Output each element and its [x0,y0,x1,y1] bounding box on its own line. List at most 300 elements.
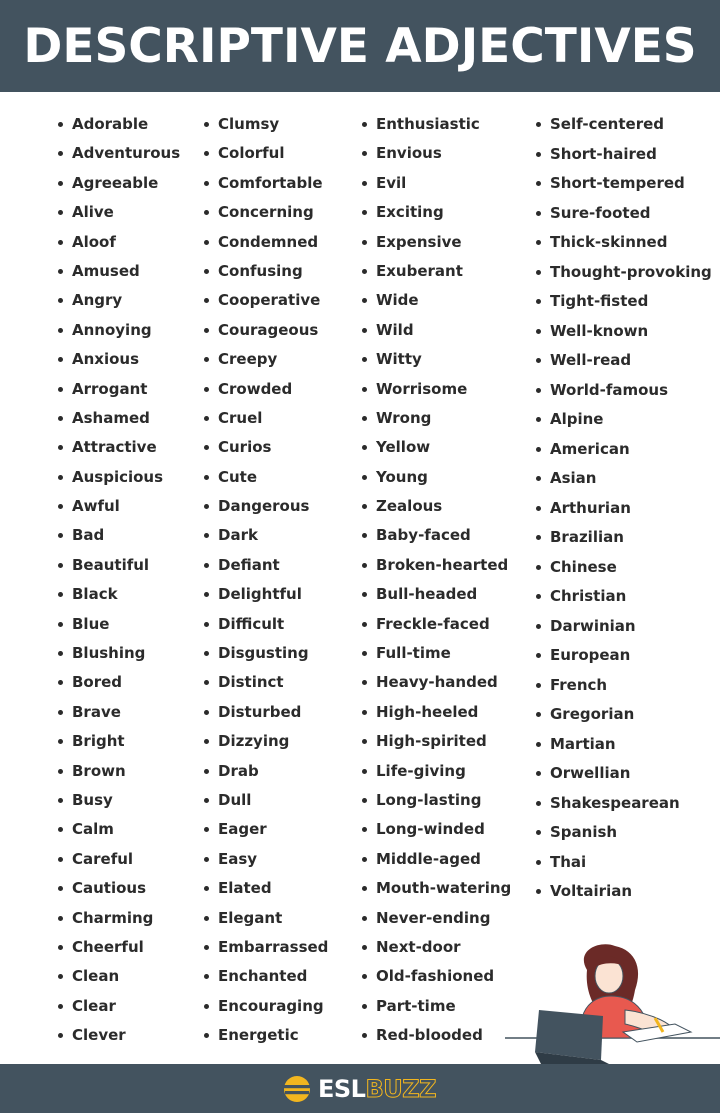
adjective-word: Asian [550,469,597,487]
adjective-item [362,466,511,495]
adjective-item [536,408,712,438]
adjective-item [536,644,712,674]
adjective-word: Expensive [376,232,462,251]
adjective-word: Orwellian [550,764,631,782]
adjective-item [58,289,180,318]
adjective-word: Adorable [72,115,149,133]
bullet-dot-icon [362,622,367,627]
adjective-word: Black [72,585,118,604]
adjective-word: Dangerous [218,497,310,516]
adjective-word: Delightful [218,585,302,604]
adjective-word: Bad [72,526,105,545]
adjective-item [362,201,511,230]
bullet-dot-icon [204,592,209,597]
bullet-dot-icon [58,475,63,480]
adjective-item [362,583,511,612]
adjective-word: Blushing [72,644,146,663]
adjective-word: Brazilian [550,528,624,546]
bullet-dot-icon [536,122,541,127]
adjective-word: Calm [72,820,114,839]
adjective-item [362,348,511,377]
bullet-dot-icon [58,563,63,568]
adjective-item [536,143,712,173]
bullet-dot-icon [58,974,63,979]
adjective-item [204,466,328,495]
adjective-word: Disturbed [218,702,302,721]
adjective-word: Short-haired [550,144,657,163]
bullet-dot-icon [362,563,367,568]
bullet-dot-icon [204,651,209,656]
adjective-column-2 [204,113,328,1054]
bullet-dot-icon [204,916,209,921]
adjective-item [362,671,511,700]
bullet-dot-icon [362,357,367,362]
bullet-dot-icon [58,504,63,509]
adjective-item [536,261,712,291]
adjective-word: Thought-provoking [550,262,712,281]
adjective-item [204,142,328,171]
bullet-dot-icon [58,710,63,715]
bullet-dot-icon [58,181,63,186]
adjective-item [204,848,328,877]
adjective-word: Alive [72,203,114,222]
adjective-word: Long-winded [376,820,485,839]
bullet-dot-icon [362,181,367,186]
bullet-dot-icon [362,680,367,685]
adjective-item [204,113,328,142]
bullet-dot-icon [536,653,541,658]
adjective-item [204,818,328,847]
bullet-dot-icon [204,240,209,245]
bullet-dot-icon [58,651,63,656]
adjective-item [536,379,712,409]
adjective-word: Self-centered [550,115,665,133]
adjective-item [362,289,511,318]
bullet-dot-icon [362,122,367,127]
adjective-item [204,348,328,377]
adjective-column-1 [58,113,180,1054]
bullet-dot-icon [536,152,541,157]
bullet-dot-icon [204,298,209,303]
adjective-item [362,936,511,965]
adjective-word: Heavy-handed [376,673,498,692]
bullet-dot-icon [362,269,367,274]
adjective-item [536,585,712,615]
adjective-item [58,378,180,407]
adjective-word: Thai [550,852,587,871]
bullet-dot-icon [536,476,541,481]
adjective-word: American [550,439,630,458]
adjective-word: Arthurian [550,498,631,517]
adjective-word: Bull-headed [376,585,478,604]
adjective-word: Cooperative [218,291,321,310]
adjective-word: Crowded [218,379,293,398]
adjective-word: Dark [218,526,258,545]
bullet-dot-icon [58,592,63,597]
adjective-word: Anxious [72,350,140,369]
bullet-dot-icon [536,417,541,422]
adjective-item [58,260,180,289]
adjective-word: Red-blooded [376,1026,483,1045]
adjective-item [362,319,511,348]
adjective-word: Blue [72,614,110,633]
bullet-dot-icon [204,475,209,480]
adjective-item [58,907,180,936]
bullet-dot-icon [58,328,63,333]
adjective-item [536,231,712,261]
bullet-dot-icon [536,830,541,835]
bullet-dot-icon [58,387,63,392]
page-title: DESCRIPTIVE ADJECTIVES [23,19,697,74]
adjective-item [362,113,511,142]
bullet-dot-icon [204,328,209,333]
adjective-item [536,290,712,320]
adjective-word: Clean [72,967,120,986]
adjective-word: Arrogant [72,379,148,398]
adjective-item [362,231,511,260]
adjective-word: Aloof [72,232,116,251]
adjective-word: Ashamed [72,408,150,427]
adjective-word: Christian [550,587,627,605]
adjective-item [536,674,712,704]
adjective-item [204,231,328,260]
adjective-item [536,438,712,468]
adjective-item [58,848,180,877]
adjective-item [58,142,180,171]
adjective-word: French [550,675,608,694]
bullet-dot-icon [536,388,541,393]
adjective-item [58,965,180,994]
adjective-word: Part-time [376,996,456,1015]
adjective-word: Well-read [550,351,632,369]
adjective-item [58,407,180,436]
adjective-item [204,583,328,612]
adjective-item [536,467,712,497]
adjective-word: Curios [218,438,272,457]
bullet-dot-icon [204,269,209,274]
bullet-dot-icon [204,1004,209,1009]
adjective-item [362,907,511,936]
adjective-item [536,172,712,202]
adjective-item [362,407,511,436]
bullet-dot-icon [204,504,209,509]
bullet-dot-icon [536,240,541,245]
adjective-word: Amused [72,261,140,280]
adjective-word: Bright [72,732,125,751]
adjective-item [362,495,511,524]
adjective-word: High-spirited [376,732,487,751]
adjective-word: Baby-faced [376,526,471,545]
adjective-word: Broken-hearted [376,555,509,574]
adjective-word: Wide [376,291,419,310]
adjective-word: Drab [218,761,259,780]
bullet-dot-icon [204,945,209,950]
adjective-word: Worrisome [376,379,468,398]
adjective-item [58,466,180,495]
adjective-item [536,821,712,851]
bullet-dot-icon [204,798,209,803]
bullet-dot-icon [536,299,541,304]
adjective-item [362,524,511,553]
adjective-word: Clever [72,1026,126,1045]
adjective-word: Colorful [218,144,285,163]
adjective-item [536,615,712,645]
adjective-item [204,378,328,407]
bullet-dot-icon [536,211,541,216]
adjective-word: Adventurous [72,144,181,163]
bullet-dot-icon [58,1033,63,1038]
bullet-dot-icon [204,151,209,156]
adjective-column-3 [362,113,511,1054]
adjective-word: Concerning [218,203,314,222]
bullet-dot-icon [362,151,367,156]
bullet-dot-icon [58,210,63,215]
bullet-dot-icon [58,151,63,156]
adjective-item [362,877,511,906]
bullet-dot-icon [362,416,367,421]
adjective-item [58,730,180,759]
adjective-word: Exciting [376,203,444,222]
adjective-word: Sure-footed [550,203,651,222]
brand-buzz: BUZZ [365,1075,437,1103]
adjective-word: Angry [72,291,123,310]
adjective-item [362,554,511,583]
brand-name [318,1075,436,1103]
adjective-word: Martian [550,734,616,753]
bullet-dot-icon [58,533,63,538]
adjective-column-4 [536,113,712,910]
bullet-dot-icon [362,710,367,715]
adjective-item [536,556,712,586]
bullet-dot-icon [204,357,209,362]
bullet-dot-icon [58,622,63,627]
bullet-dot-icon [536,712,541,717]
adjective-word: Gregorian [550,705,635,723]
adjective-item [58,436,180,465]
adjective-item [58,231,180,260]
adjective-word: Never-ending [376,908,491,927]
adjective-item [362,436,511,465]
bullet-dot-icon [58,739,63,744]
adjective-word: Beautiful [72,555,150,574]
adjective-word: Comfortable [218,173,323,192]
adjective-word: Short-tempered [550,174,685,192]
adjective-item [362,613,511,642]
adjective-word: Young [376,467,428,486]
adjective-word: Elegant [218,908,283,927]
tablet-shape [535,1010,603,1060]
bullet-dot-icon [204,622,209,627]
bullet-dot-icon [536,742,541,747]
bullet-dot-icon [362,298,367,303]
adjective-item [204,642,328,671]
bullet-dot-icon [362,974,367,979]
bullet-dot-icon [204,533,209,538]
bullet-dot-icon [536,535,541,540]
adjective-word: Distinct [218,673,284,692]
adjective-word: Cheerful [72,937,144,956]
adjective-word: Annoying [72,320,152,339]
adjective-word: Chinese [550,557,617,576]
bullet-dot-icon [58,827,63,832]
adjective-word: Brown [72,761,126,780]
bullet-dot-icon [58,916,63,921]
adjective-item [362,848,511,877]
bullet-dot-icon [362,533,367,538]
adjective-item [204,554,328,583]
bullet-dot-icon [58,240,63,245]
bullet-dot-icon [362,769,367,774]
bullet-dot-icon [58,269,63,274]
adjective-item [536,497,712,527]
adjective-item [204,289,328,318]
bullet-dot-icon [536,771,541,776]
adjective-item [362,701,511,730]
adjective-word: Wild [376,320,414,339]
adjective-item [58,936,180,965]
adjective-word: Disgusting [218,644,309,663]
adjective-item [58,642,180,671]
adjective-item [362,1024,511,1053]
bullet-dot-icon [536,565,541,570]
adjective-word: Condemned [218,232,319,251]
bullet-dot-icon [58,886,63,891]
adjective-item [362,965,511,994]
adjective-item [204,495,328,524]
adjective-item [204,701,328,730]
adjective-item [58,113,180,142]
adjective-word: Mouth-watering [376,879,512,898]
bullet-dot-icon [536,329,541,334]
adjective-item [362,995,511,1024]
adjective-word: Busy [72,790,113,809]
bullet-dot-icon [536,801,541,806]
bullet-dot-icon [536,358,541,363]
bullet-dot-icon [204,1033,209,1038]
bullet-dot-icon [204,710,209,715]
adjective-word: Zealous [376,497,443,516]
bullet-dot-icon [204,387,209,392]
adjective-item [58,583,180,612]
bullet-dot-icon [58,857,63,862]
adjective-word: Thick-skinned [550,233,668,251]
bullet-dot-icon [58,680,63,685]
adjective-item [58,995,180,1024]
adjective-word: Energetic [218,1026,299,1045]
adjective-word: Life-giving [376,761,466,780]
bullet-dot-icon [362,916,367,921]
adjective-word: Old-fashioned [376,967,495,986]
adjective-item [204,877,328,906]
adjective-item [204,407,328,436]
adjective-item [536,851,712,881]
bullet-dot-icon [204,739,209,744]
adjective-word: Attractive [72,438,157,457]
adjective-word: European [550,646,631,664]
brand-logo [282,1072,436,1106]
bullet-dot-icon [536,447,541,452]
adjective-item [58,1024,180,1053]
adjective-item [362,760,511,789]
bullet-dot-icon [58,798,63,803]
adjective-item [362,818,511,847]
adjective-item [204,172,328,201]
adjective-word: Shakespearean [550,793,680,812]
adjective-item [58,524,180,553]
bullet-dot-icon [536,683,541,688]
bullet-dot-icon [58,769,63,774]
adjective-word: Witty [376,350,422,369]
bullet-dot-icon [362,857,367,862]
adjective-word: Yellow [376,438,431,457]
adjective-word: Confusing [218,261,303,280]
adjective-item [536,792,712,822]
adjective-word: Eager [218,820,267,839]
bee-logo-icon [282,1074,312,1104]
adjective-word: Full-time [376,644,451,663]
adjective-word: Clear [72,996,116,1015]
adjective-word: Elated [218,879,272,898]
adjective-item [58,201,180,230]
adjective-word: Darwinian [550,616,636,635]
adjective-item [536,762,712,792]
bullet-dot-icon [362,475,367,480]
adjective-word: Clumsy [218,115,280,133]
adjective-word: High-heeled [376,702,479,721]
bullet-dot-icon [536,624,541,629]
bullet-dot-icon [362,651,367,656]
adjective-item [536,733,712,763]
bullet-dot-icon [204,181,209,186]
adjective-word: Cautious [72,879,147,898]
adjective-item [362,642,511,671]
adjective-word: Long-lasting [376,790,482,809]
adjective-item [58,172,180,201]
bullet-dot-icon [204,827,209,832]
adjective-item [362,260,511,289]
adjective-word: Dizzying [218,732,290,751]
bullet-dot-icon [362,1033,367,1038]
bullet-dot-icon [204,769,209,774]
adjective-word: Embarrassed [218,937,329,956]
adjective-word: Spanish [550,823,618,841]
bullet-dot-icon [58,298,63,303]
adjective-word: Envious [376,144,442,163]
adjective-item [204,524,328,553]
bullet-dot-icon [362,210,367,215]
adjective-item [536,320,712,350]
adjective-item [536,349,712,379]
adjective-item [536,880,712,910]
adjective-word: Auspicious [72,467,164,486]
adjective-item [58,789,180,818]
adjective-item [362,789,511,818]
bullet-dot-icon [362,240,367,245]
bullet-dot-icon [536,594,541,599]
bullet-dot-icon [362,504,367,509]
bullet-dot-icon [204,857,209,862]
adjective-item [204,671,328,700]
bullet-dot-icon [204,416,209,421]
adjective-word: Exuberant [376,261,463,280]
adjective-item [204,201,328,230]
adjective-word: Evil [376,173,407,192]
bullet-dot-icon [58,122,63,127]
bullet-dot-icon [362,739,367,744]
bullet-dot-icon [362,328,367,333]
adjective-word: Tight-fisted [550,292,649,310]
adjective-item [362,172,511,201]
